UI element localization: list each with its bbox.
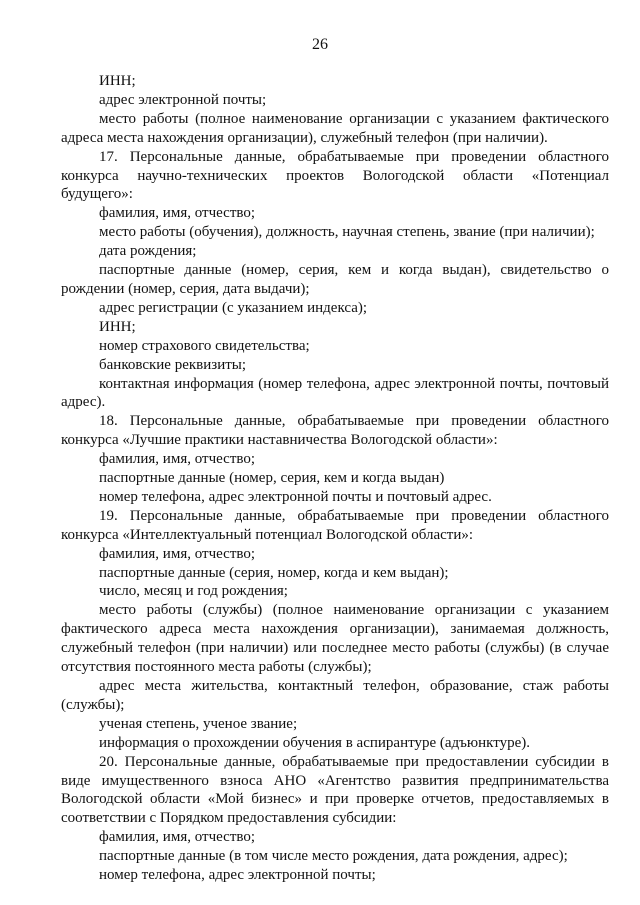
paragraph: информация о прохождении обучения в аспирантуре (адъюнктуре).: [99, 734, 530, 751]
paragraph: ИНН;: [99, 318, 136, 335]
document-body: [61, 72, 609, 885]
paragraph: фамилия, имя, отчество;: [99, 451, 256, 468]
paragraph: номер телефона, адрес электронной почты;: [99, 867, 376, 884]
paragraph: место работы (полное наименование организации с указанием фактического адреса места нахождения организации), служебный телефон (при наличии).: [61, 110, 609, 146]
paragraph: дата рождения;: [99, 243, 197, 260]
paragraph: паспортные данные (в том числе место рождения, дата рождения, адрес);: [99, 848, 568, 865]
paragraph: фамилия, имя, отчество;: [99, 545, 256, 562]
paragraph: ИНН;: [99, 73, 136, 89]
paragraph: 17. Персональные данные, обрабатываемые при проведении областного конкурса научно-технических проектов Вологодской области «Потенциал будущего»:: [61, 148, 609, 203]
paragraph: адрес места жительства, контактный телефон, образование, стаж работы (службы);: [61, 678, 609, 713]
paragraph: фамилия, имя, отчество;: [99, 829, 256, 846]
paragraph: банковские реквизиты;: [99, 356, 247, 373]
paragraph: паспортные данные (серия, номер, когда и кем выдан);: [99, 564, 449, 581]
page-number: 26: [312, 36, 328, 53]
paragraph: номер телефона, адрес электронной почты и почтовый адрес.: [99, 488, 492, 505]
paragraph: паспортные данные (номер, серия, кем и когда выдан), свидетельство о рождении (номер, серия, дата выдачи);: [61, 262, 609, 297]
paragraph: 19. Персональные данные, обрабатываемые при проведении областного конкурса «Интеллектуальный потенциал Вологодской области»:: [61, 507, 609, 543]
paragraph: число, месяц и год рождения;: [99, 583, 288, 600]
paragraph: номер страхового свидетельства;: [99, 337, 310, 354]
paragraph: фамилия, имя, отчество;: [99, 205, 256, 222]
paragraph: 18. Персональные данные, обрабатываемые при проведении областного конкурса «Лучшие практики наставничества Вологодской области»:: [61, 413, 609, 449]
paragraph: место работы (обучения), должность, научная степень, звание (при наличии);: [99, 224, 595, 241]
paragraph: ученая степень, ученое звание;: [99, 715, 298, 732]
paragraph: адрес регистрации (с указанием индекса);: [99, 299, 368, 316]
paragraph: место работы (службы) (полное наименование организации с указанием фактического адреса места нахождения организации), занимаемая должность, служебный телефон (при наличии) или последнее место работы (службы) (в случае отсутствия постоянного места работы (службы);: [61, 602, 609, 676]
paragraph: 20. Персональные данные, обрабатываемые при предоставлении субсидии в виде имущественного взноса АНО «Агентство развития предпринимательства Вологодской области «Мой бизнес» и при проверке отчетов, предоставляемых в соответствии с Порядком предоставления субсидии:: [61, 753, 609, 827]
paragraph: адрес электронной почты;: [99, 91, 267, 108]
paragraph: паспортные данные (номер, серия, кем и когда выдан): [99, 470, 445, 487]
paragraph: контактная информация (номер телефона, адрес электронной почты, почтовый адрес).: [61, 375, 609, 411]
